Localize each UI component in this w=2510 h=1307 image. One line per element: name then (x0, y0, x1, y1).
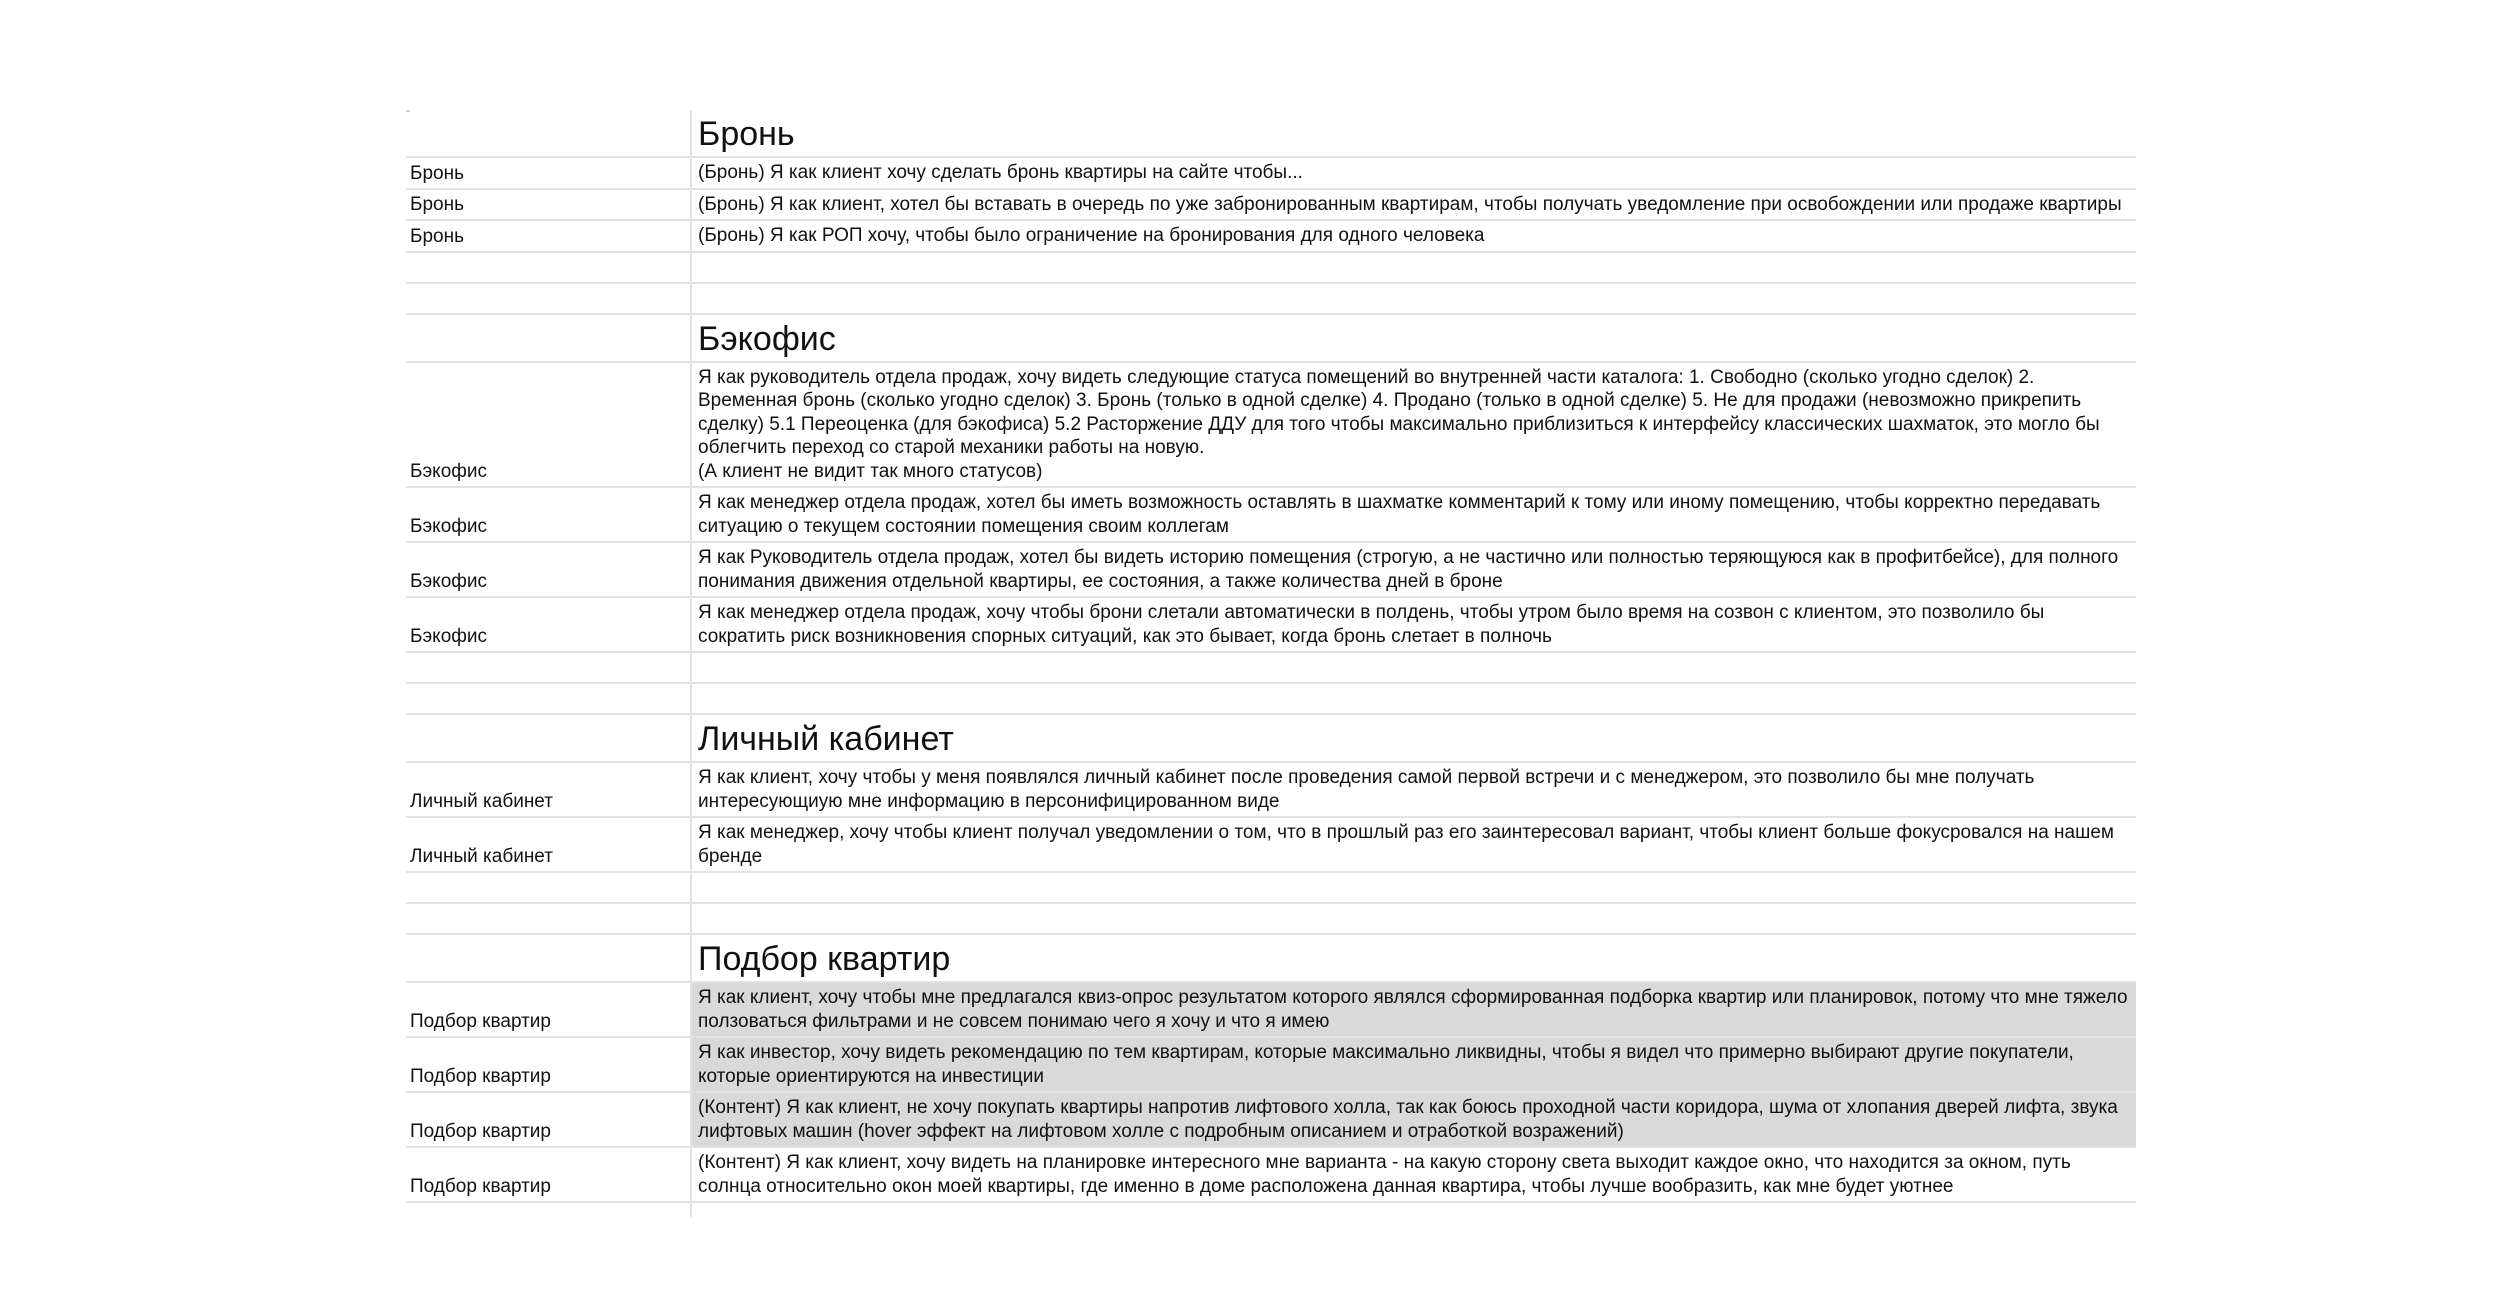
story-cell[interactable]: Я как Руководитель отдела продаж, хотел бы видеть историю помещения (строгую, а не частично или полностью теряющуюся как в профитбейсе), для полного понимания движения отдельной квартиры, ее состояния, а также количества дней в броне (698, 547, 2119, 592)
story-cell[interactable]: (Бронь) Я как клиент хочу сделать бронь квартиры на сайте чтобы... (698, 162, 1303, 183)
story-cell[interactable]: (Бронь) Я как РОП хочу, чтобы было ограничение на бронирования для одного человека (698, 225, 1485, 246)
category-cell[interactable]: Подбор квартир (406, 1038, 692, 1091)
story-cell[interactable] (690, 1203, 2136, 1217)
story-cell[interactable]: Я как менеджер отдела продаж, хотел бы иметь возможность оставлять в шахматке комментарий к тому или иному помещению, чтобы корректно передавать ситуацию о текущем состоянии помещения своим коллегам (698, 492, 2101, 537)
story-cell[interactable]: (Контент) Я как клиент, не хочу покупать квартиры напротив лифтового холла, так как боюсь проходной части коридора, шума от хлопания дверей лифта, звука лифтовых машин (hover эффект на лифтовом холле с подробным описанием и отработкой возражений) (692, 1093, 2136, 1146)
section-heading-row (406, 935, 2136, 983)
category-cell[interactable] (406, 284, 692, 313)
table-row (406, 190, 2136, 222)
story-cell[interactable]: (Бронь) Я как клиент, хотел бы вставать в очередь по уже забронированным квартирам, чтобы получать уведомление при освобождении или продаже квартиры (698, 193, 2122, 215)
category-cell[interactable]: Подбор квартир (406, 1093, 692, 1146)
category-cell[interactable] (406, 1203, 692, 1217)
story-cell[interactable]: Я как клиент, хочу чтобы у меня появлялся личный кабинет после проведения самой первой встречи и с менеджером, это позволило бы мне получать интересующиую мне информацию в персонифицированном виде (698, 767, 2035, 812)
story-cell[interactable]: Я как инвестор, хочу видеть рекомендацию по тем квартирам, которые максимально ликвидны, чтобы я видел что примерно выбирают другие покупатели, которые ориентируются на инвестиции (692, 1038, 2136, 1091)
category-cell[interactable]: Подбор квартир (406, 1148, 692, 1201)
category-cell[interactable] (406, 715, 692, 761)
table-row (406, 983, 2136, 1038)
table-row (406, 543, 2136, 598)
table-row (406, 488, 2136, 543)
table-row (406, 598, 2136, 653)
category-cell[interactable]: Бэкофис (406, 543, 692, 596)
category-cell[interactable] (406, 110, 692, 156)
category-cell[interactable]: Личный кабинет (406, 818, 692, 871)
table-row (406, 158, 2136, 190)
story-cell[interactable]: Я как руководитель отдела продаж, хочу видеть следующие статуса помещений во внутренней части каталога: 1. Свободно (сколько угодно сделок) 2. Временная бронь (сколько угодно сделок) 3. Бронь (только в одной сделке) 4. Продано (только в одной сделке) 5. Не для продажи (невозможно прикрепить сделку) 5.1 Переоценка (для бэкофиса) 5.2 Расторжение ДДУ для того чтобы максимально приблизиться к интерфейсу классических шахматок, это могло бы облегчить переход со старой механики работы на новую. (А клиент не видит так много статусов) (698, 366, 2100, 482)
section-heading-row (406, 715, 2136, 763)
category-cell[interactable]: Подбор квартир (406, 983, 692, 1036)
story-cell[interactable] (692, 653, 2136, 682)
empty-row (406, 1203, 2136, 1217)
category-cell[interactable] (406, 935, 692, 981)
empty-row (406, 873, 2136, 904)
table-row (406, 1148, 2136, 1203)
category-cell[interactable] (406, 873, 692, 902)
category-cell[interactable] (406, 684, 692, 713)
table-row (406, 221, 2136, 253)
section-title[interactable]: Бэкофис (698, 319, 836, 358)
story-cell[interactable] (692, 904, 2136, 933)
story-cell[interactable] (692, 684, 2136, 713)
section-title[interactable]: Подбор квартир (698, 940, 951, 978)
story-cell[interactable]: Я как менеджер, хочу чтобы клиент получал уведомлении о том, что в прошлый раз его заинтересовал вариант, чтобы клиент больше фокусровался на нашем бренде (698, 822, 2114, 867)
empty-row (406, 653, 2136, 684)
story-cell[interactable] (692, 873, 2136, 902)
category-cell[interactable]: Бэкофис (406, 363, 692, 487)
category-cell[interactable] (406, 904, 692, 933)
section-title[interactable]: Бронь (698, 115, 795, 153)
section-title[interactable]: Личный кабинет (698, 720, 954, 758)
category-cell[interactable]: Бэкофис (406, 598, 692, 651)
empty-row (406, 253, 2136, 284)
story-cell[interactable] (692, 253, 2136, 282)
story-cell[interactable]: Я как клиент, хочу чтобы мне предлагался квиз-опрос результатом которого являлся сформированная подборка квартир или планировок, потому что мне тяжело ползоваться фильтрами и не совсем понимаю чего я хочу и что я имею (692, 983, 2136, 1036)
category-cell[interactable]: Личный кабинет (406, 763, 692, 816)
spreadsheet (406, 110, 2136, 1217)
empty-row (406, 684, 2136, 715)
category-cell[interactable] (406, 315, 692, 361)
category-cell[interactable]: Бронь (406, 221, 692, 251)
story-cell[interactable] (692, 284, 2136, 313)
category-cell[interactable] (406, 253, 692, 282)
category-cell[interactable]: Бронь (406, 190, 692, 220)
category-cell[interactable]: Бронь (406, 158, 692, 188)
table-row (406, 763, 2136, 818)
table-row (406, 1038, 2136, 1093)
empty-row (406, 904, 2136, 935)
section-heading-row (406, 110, 2136, 158)
section-heading-row (406, 315, 2136, 363)
category-cell[interactable]: Бэкофис (406, 488, 692, 541)
category-cell[interactable] (406, 653, 692, 682)
story-cell[interactable]: Я как менеджер отдела продаж, хочу чтобы брони слетали автоматически в полдень, чтобы утром было время на созвон с клиентом, это позволило бы сократить риск возникновения спорных ситуаций, как это бывает, когда бронь слетает в полночь (698, 602, 2045, 647)
story-cell[interactable]: (Контент) Я как клиент, хочу видеть на планировке интересного мне варианта - на какую сторону света выходит каждое окно, что находится за окном, путь солнца относительно окон моей квартиры, где именно в доме расположена данная квартира, чтобы лучше вообразить, как мне будет уютнее (698, 1152, 2071, 1197)
table-row (406, 1093, 2136, 1148)
empty-row (406, 284, 2136, 315)
table-row (406, 818, 2136, 873)
table-row (406, 363, 2136, 489)
